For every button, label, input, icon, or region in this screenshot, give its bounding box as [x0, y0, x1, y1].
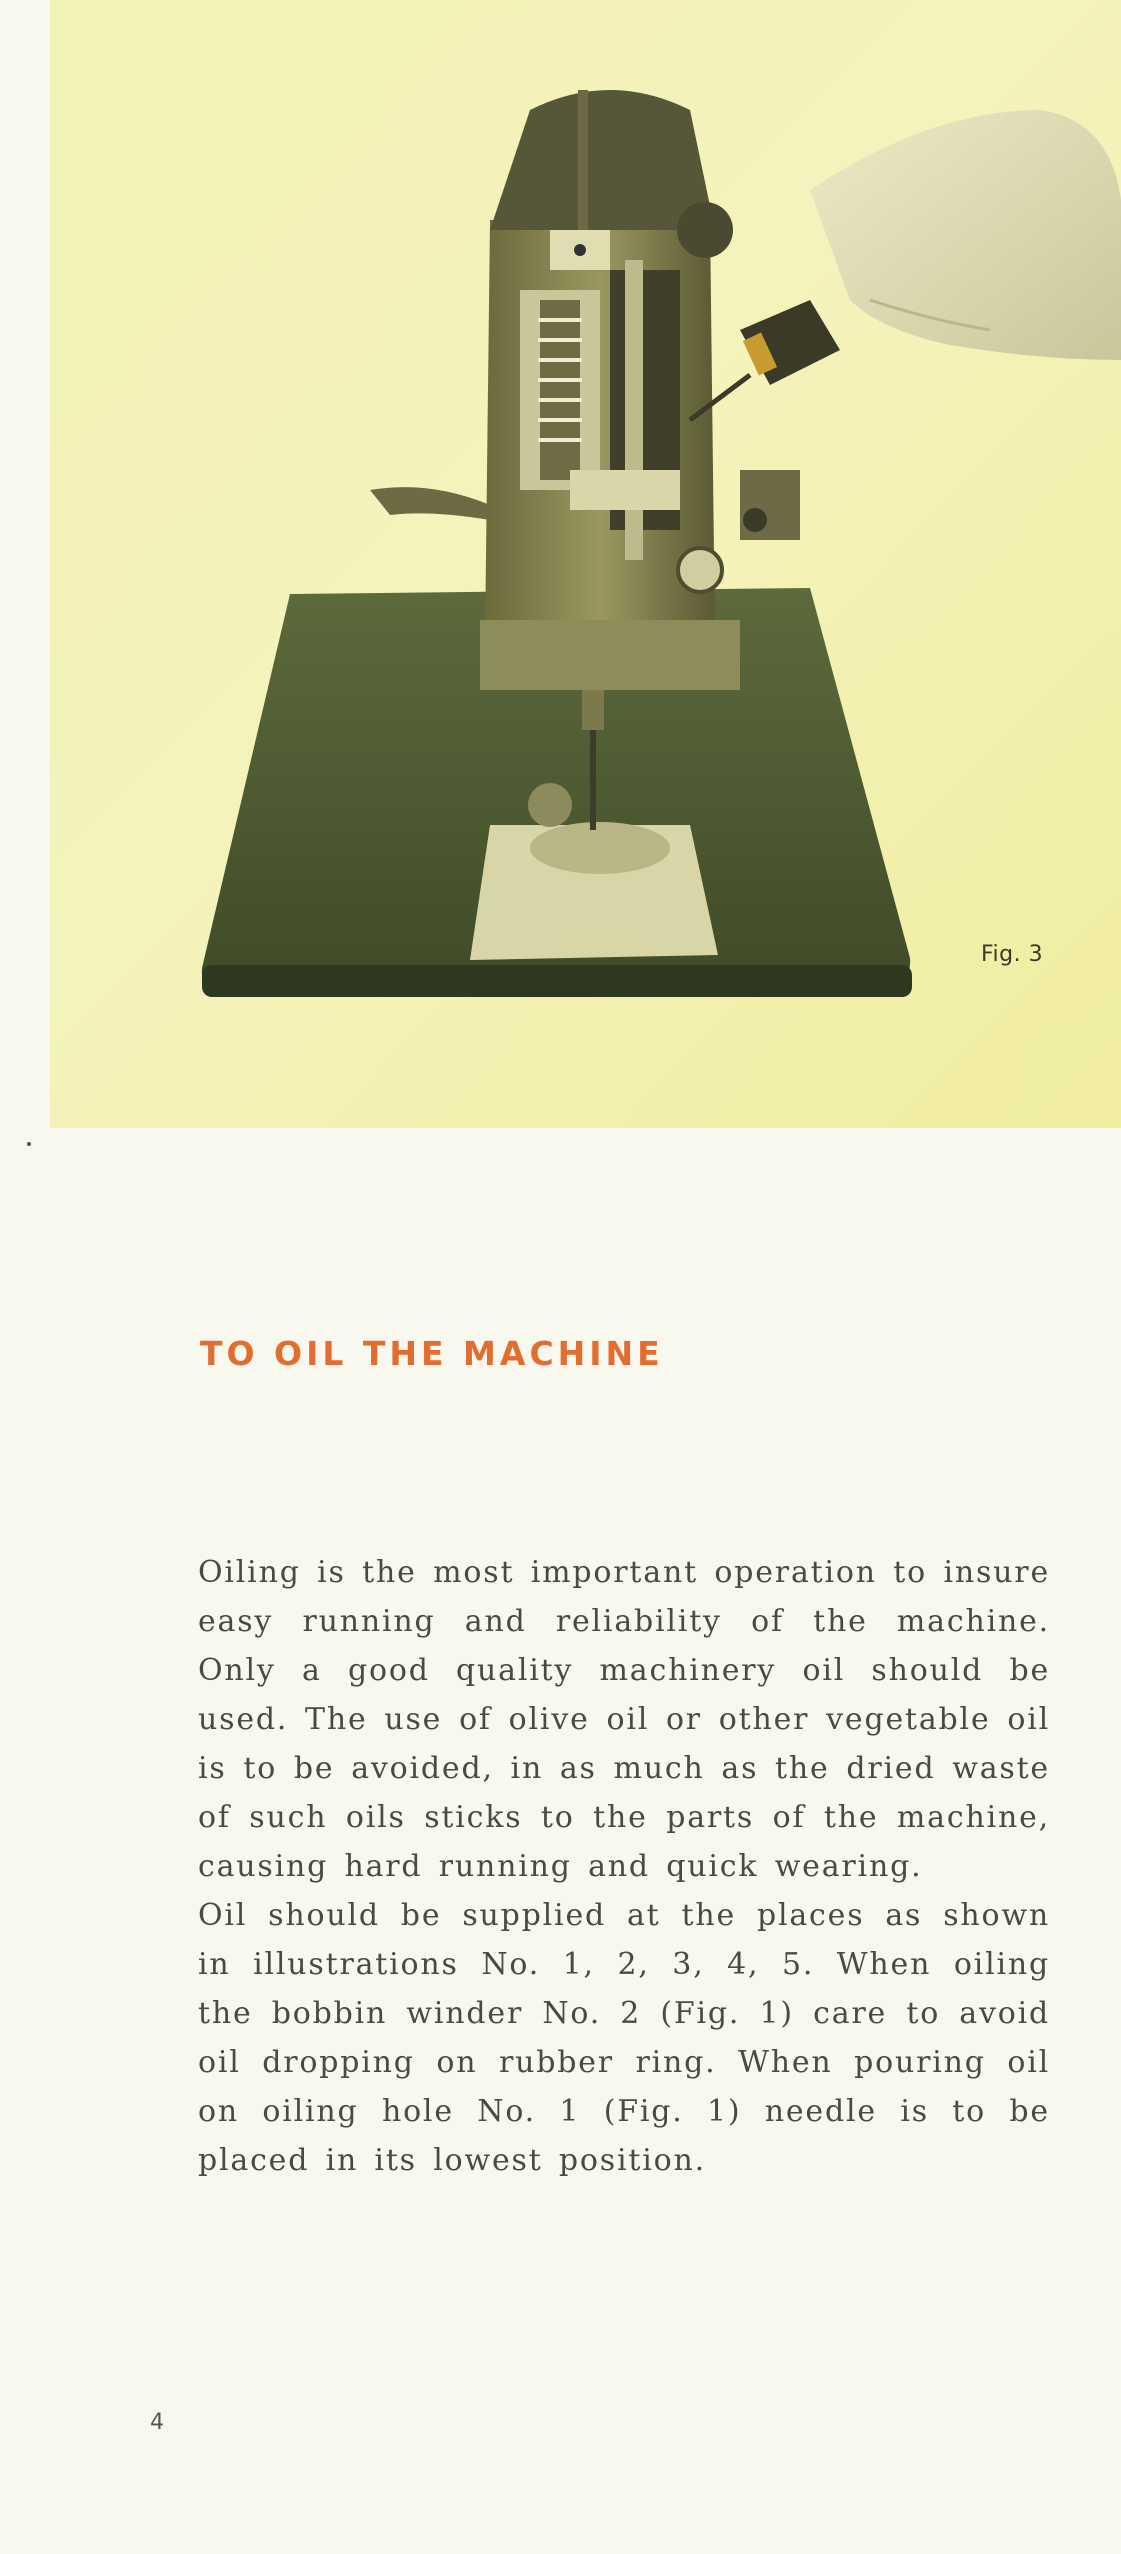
- instruction-text: [198, 1548, 1050, 2185]
- section-title: TO OIL THE MACHINE: [200, 1334, 664, 1373]
- page-number: 4: [150, 2410, 164, 2435]
- figure-caption: Fig. 3: [981, 942, 1044, 967]
- paragraph-oiling-importance: Oiling is the most important operation to insure easy running and reliability of the machine. Only a good quality machinery oil should be used. The use of olive oil or other vegetable oil is to be avoided, in as much as the dried waste of such oils sticks to the parts of the machine, causing hard running and quick wearing.: [198, 1555, 1050, 1884]
- figure-photo-panel: [50, 0, 1121, 1128]
- margin-speck: [27, 1142, 31, 1146]
- sewing-machine-illustration: [50, 0, 1121, 1128]
- paragraph-oiling-places: Oil should be supplied at the places as shown in illustrations No. 1, 2, 3, 4, 5. When oiling the bobbin winder No. 2 (Fig. 1) care to avoid oil dropping on rubber ring. When pouring oil on oiling hole No. 1 (Fig. 1) needle is to be placed in its lowest position.: [198, 1898, 1050, 2178]
